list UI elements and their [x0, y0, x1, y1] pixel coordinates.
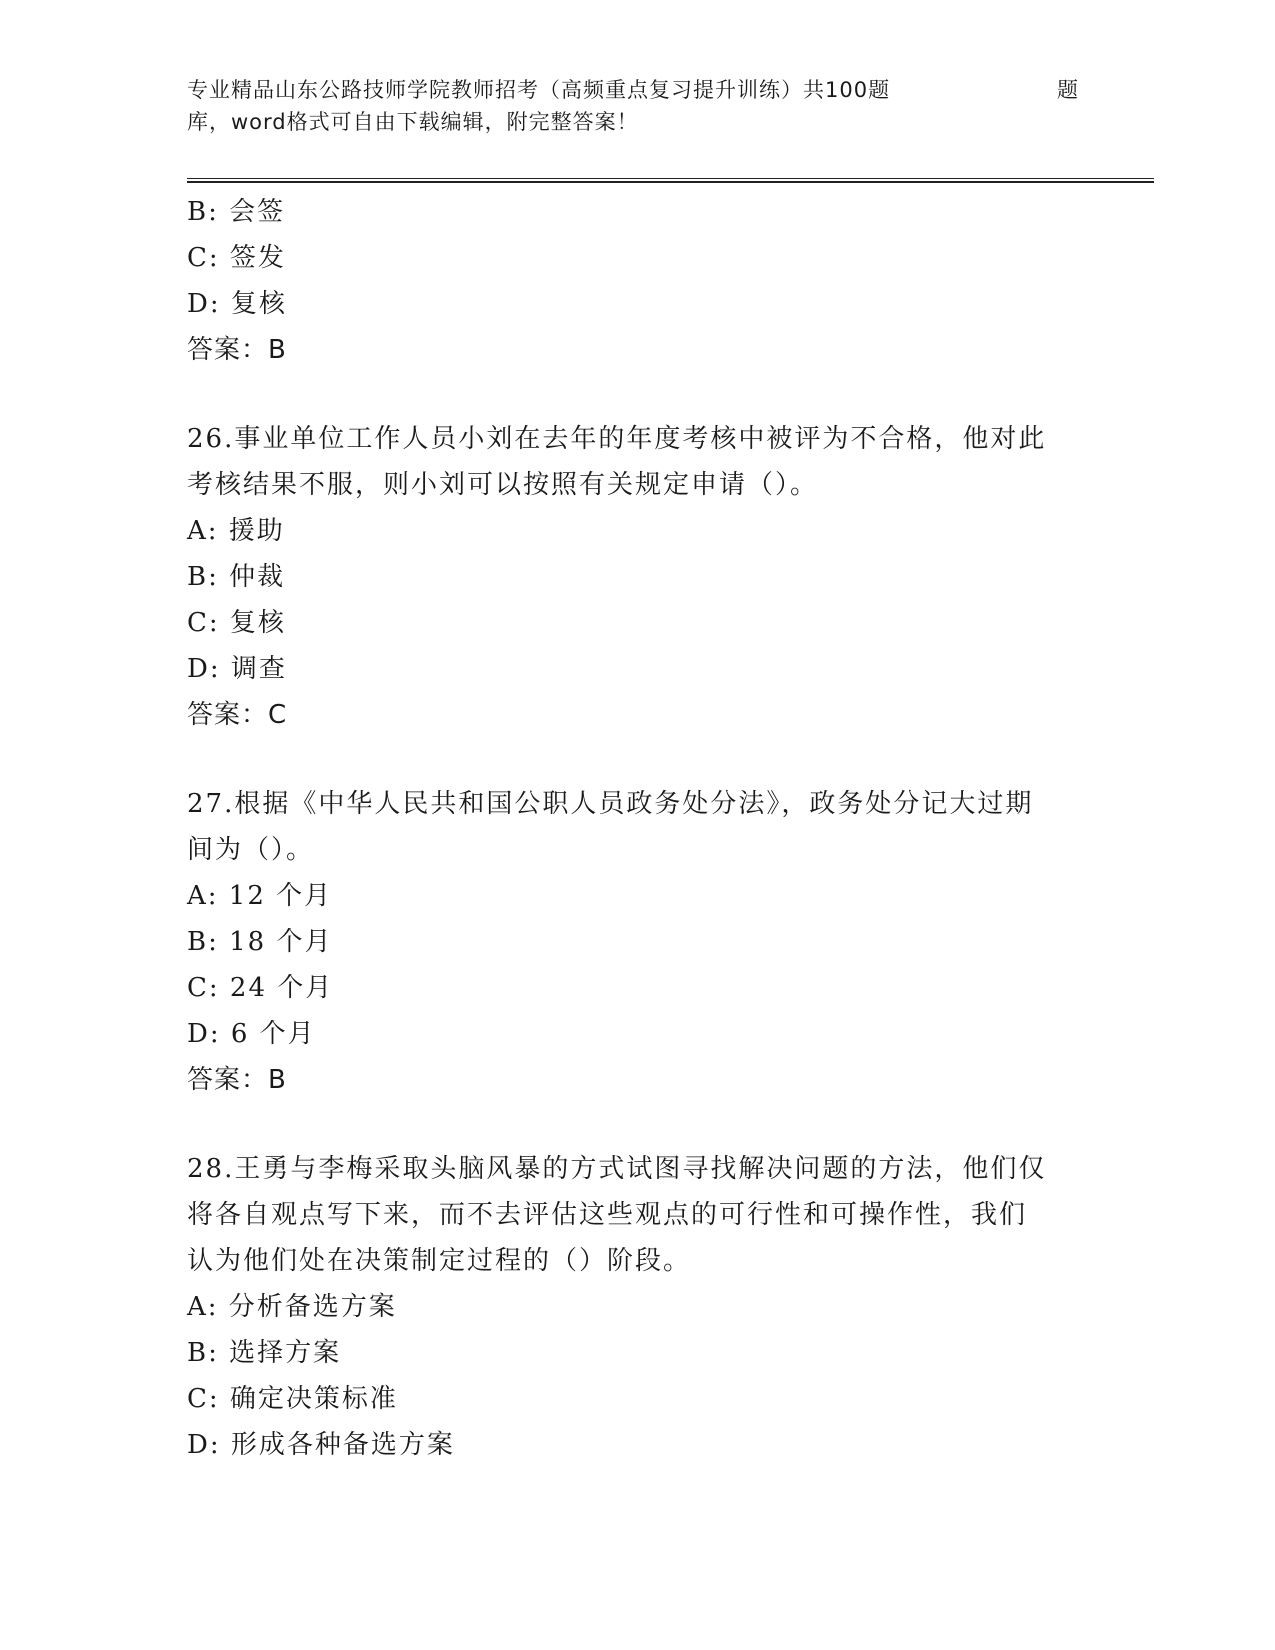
question-list	[187, 189, 1087, 1468]
option-a: A: 援助	[187, 516, 285, 546]
option-a: A: 分析备选方案	[187, 1292, 397, 1322]
question-stem-line: 28.王勇与李梅采取头脑风暴的方式试图寻找解决问题的方法，他们仅	[187, 1154, 1047, 1184]
option-b: B: 选择方案	[187, 1338, 342, 1368]
header-divider-thin	[187, 178, 1154, 179]
question-26	[187, 416, 1087, 738]
option-a: A: 12 个月	[187, 881, 333, 911]
option-c: C: 确定决策标准	[187, 1384, 398, 1414]
option-d: D: 6 个月	[187, 1019, 316, 1049]
document-header	[187, 74, 1087, 138]
question-spacer	[187, 373, 1087, 416]
header-title-line-1: 专业精品山东公路技师学院教师招考（高频重点复习提升训练）共100题	[187, 78, 891, 102]
question-27	[187, 781, 1087, 1103]
answer-line: 答案：C	[187, 700, 288, 730]
header-title-tail: 题	[1057, 78, 1079, 102]
question-28	[187, 1146, 1087, 1468]
option-d: D: 调查	[187, 654, 287, 684]
question-stem-line: 26.事业单位工作人员小刘在去年的年度考核中被评为不合格，他对此	[187, 424, 1047, 454]
question-stem-line: 间为（）。	[187, 835, 315, 865]
question-stem-line: 将各自观点写下来，而不去评估这些观点的可行性和可操作性，我们	[187, 1200, 1028, 1230]
question-spacer	[187, 1103, 1087, 1146]
option-c: C: 24 个月	[187, 973, 334, 1003]
option-d: D: 形成各种备选方案	[187, 1430, 455, 1460]
header-title-line-2: 库，word格式可自由下载编辑，附完整答案！	[187, 110, 639, 134]
question-stem-line: 27.根据《中华人民共和国公职人员政务处分法》，政务处分记大过期	[187, 789, 1034, 819]
question-spacer	[187, 738, 1087, 781]
option-c: C: 复核	[187, 608, 286, 638]
question-stem-line: 认为他们处在决策制定过程的（）阶段。	[187, 1246, 692, 1276]
answer-line: 答案：B	[187, 1065, 287, 1095]
option-b: B: 会签	[187, 197, 286, 227]
question-stem-line: 考核结果不服，则小刘可以按照有关规定申请（）。	[187, 470, 819, 500]
option-b: B: 18 个月	[187, 927, 333, 957]
header-divider-thick	[187, 181, 1154, 183]
question-25-continued	[187, 189, 1087, 373]
option-d: D: 复核	[187, 289, 287, 319]
answer-line: 答案：B	[187, 335, 287, 365]
option-b: B: 仲裁	[187, 562, 286, 592]
option-c: C: 签发	[187, 243, 286, 273]
